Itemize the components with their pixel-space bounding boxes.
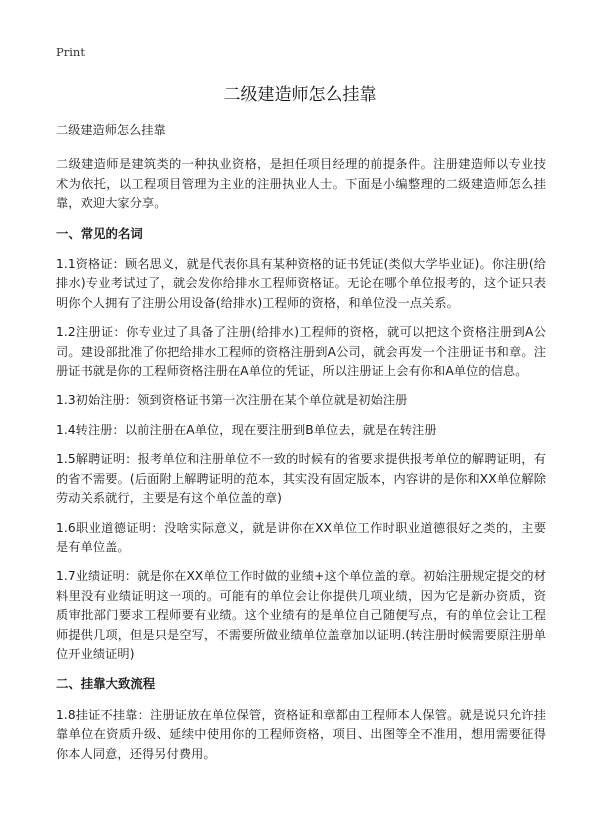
- term-item-1-3: 1.3初始注册：领到资格证书第一次注册在某个单位就是初始注册: [56, 393, 408, 408]
- process-item-1-8: 1.8挂证不挂靠：注册证放在单位保管，资格证和章都由工程师本人保管。就是说只允许挂靠单位在资质升级、延续中使用你的工程师资格，项目、出图等全不准用，想用需要征得你本人同意，还得另付费用。: [56, 707, 546, 761]
- print-link[interactable]: Print: [56, 45, 85, 59]
- term-item-1-2: 1.2注册证：你专业过了具备了注册(给排水)工程师的资格，就可以把这个资格注册到A公司。建设部批准了你把给排水工程师的资格注册到A公司，就会再发一个注册证书和章。注册证书就是你的工程师资格注册在A单位的凭证，所以注册证上会有你和A单位的信息。: [56, 325, 546, 379]
- document-subtitle: 二级建造师怎么挂靠: [56, 123, 166, 137]
- term-item-1-7: 1.7业绩证明：就是你在XX单位工作时做的业绩+这个单位盖的章。初始注册规定提交的材料里没有业绩证明这一项的。可能有的单位会让你提供几项业绩，因为它是新办资质，资质审批部门要求工程师要有业绩。这个业绩有的是单位自己随便写点，有的单位会让工程师提供几项，但是只是空写，不需要所做业绩单位盖章加以证明.(转注册时候需要原注册单位开业绩证明): [56, 569, 546, 661]
- intro-paragraph: 二级建造师是建筑类的一种执业资格，是担任项目经理的前提条件。注册建造师以专业技术为依托，以工程项目管理为主业的注册执业人士。下面是小编整理的二级建造师怎么挂靠，欢迎大家分享。: [56, 157, 546, 211]
- page-title: 二级建造师怎么挂靠: [223, 85, 377, 105]
- section-heading-terms: 一、常见的名词: [56, 225, 143, 241]
- term-item-1-1: 1.1资格证：顾名思义，就是代表你具有某种资格的证书凭证(类似大学毕业证)。你注册(给排水)专业考试过了，就会发你给排水工程师资格证。无论在哪个单位报考的，这个证只表明你个人拥有了注册公用设备(给排水)工程师的资格，和单位没一点关系。: [56, 257, 546, 310]
- section-heading-process: 二、挂靠大致流程: [56, 676, 156, 692]
- term-item-1-4: 1.4转注册：以前注册在A单位，现在要注册到B单位去，就是在转注册: [56, 422, 437, 437]
- document-body: [56, 121, 546, 774]
- term-item-1-5: 1.5解聘证明：报考单位和注册单位不一致的时候有的省要求提供报考单位的解聘证明，有的省不需要。(后面附上解聘证明的范本，其实没有固定版本，内容讲的是你和XX单位解除劳动关系就行，主要是有这个单位盖的章): [56, 452, 546, 506]
- term-item-1-6: 1.6职业道德证明：没啥实际意义，就是讲你在XX单位工作时职业道德很好之类的，主要是有单位盖。: [56, 520, 546, 554]
